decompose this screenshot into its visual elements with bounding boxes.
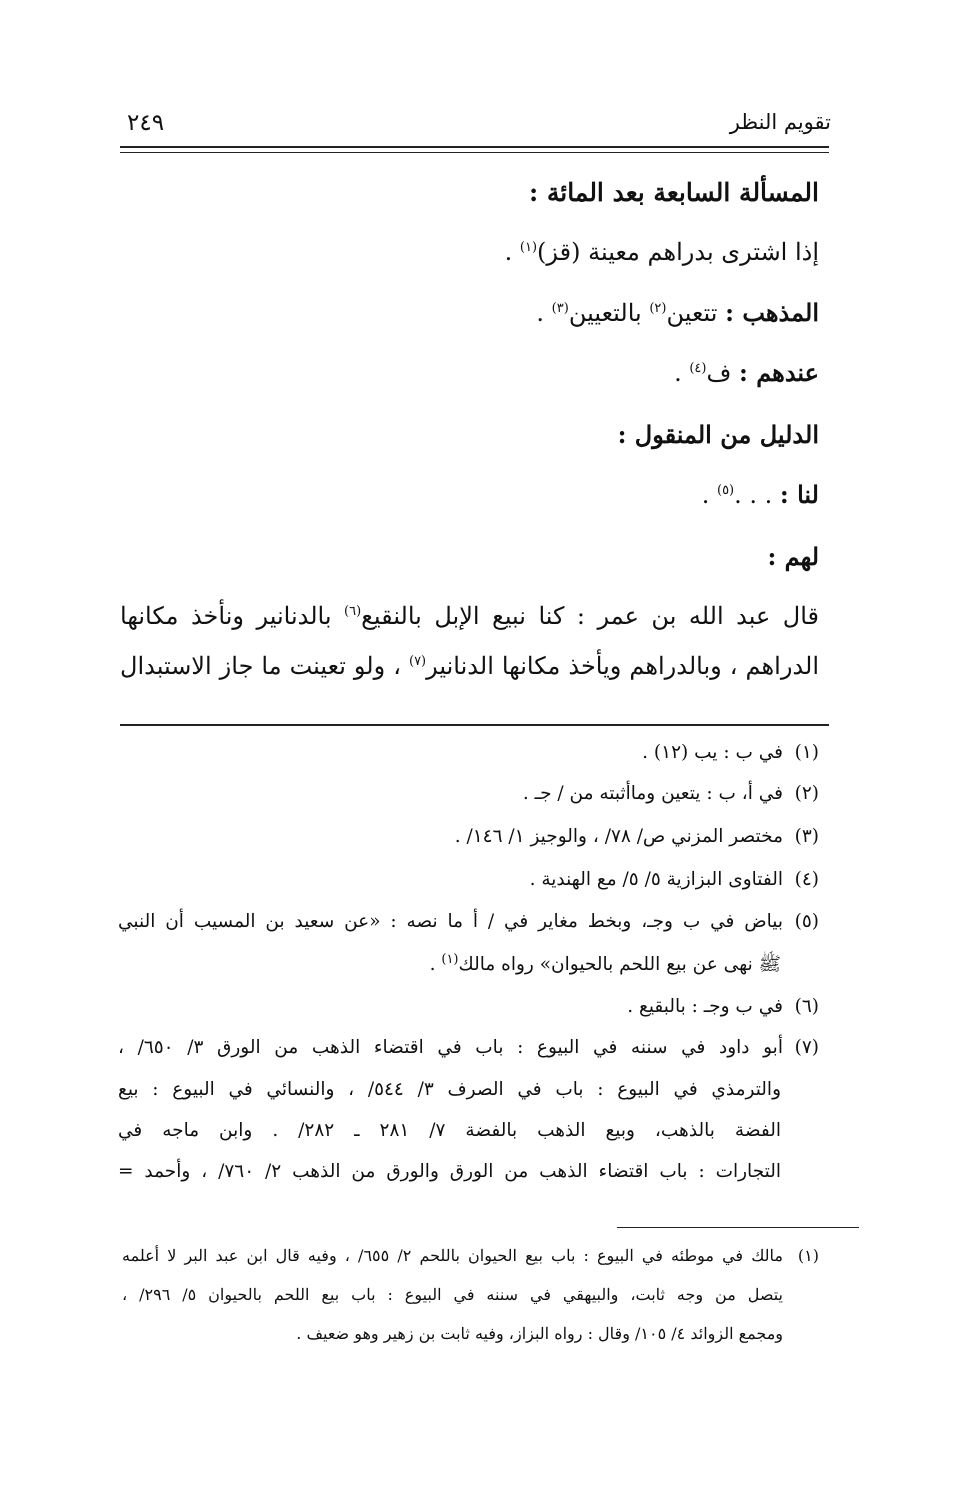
sub-footnote-1 — [122, 1246, 819, 1265]
footnote-text: أبو داود في سننه في البيوع : باب في اقتضاء الذهب من الورق ٣/ ٦٥٠/ ، — [118, 1037, 783, 1058]
footnote-text: بياض في ب وجـ، وبخط مغاير في / أ ما نصه : «عن سعيد بن المسيب أن النبي — [118, 911, 783, 932]
lana-text: . . . — [734, 481, 780, 509]
footnote-ref: (١) — [519, 240, 538, 255]
footnote-7-line-4: التجارات : باب اقتضاء الذهب من الورق والورق من الذهب ٢/ ٧٦٠/ ، وأحمد = — [118, 1161, 781, 1182]
paragraph-text: بالدنانير ونأخذ مكانها — [120, 602, 345, 630]
footnote-ref: (٥) — [716, 483, 735, 498]
footnote-7-line-2: والترمذي في البيوع : باب في الصرف ٣/ ٥٤٤/ ، والنسائي في البيوع : بيع — [118, 1079, 782, 1100]
header-rule-thick — [120, 146, 829, 148]
madhhab-line — [120, 298, 819, 327]
issue-statement-end: . — [504, 238, 520, 266]
lana-line — [120, 480, 819, 509]
footnote-2 — [118, 783, 819, 804]
dalil-heading: الدليل من المنقول : — [617, 420, 819, 449]
indahum-line — [120, 358, 819, 387]
madhhab-text-b: بالتعيين — [568, 299, 650, 327]
paragraph-line-2 — [120, 652, 819, 680]
lana-label: لنا : — [779, 480, 819, 509]
footnote-number: (١) — [797, 1246, 819, 1265]
footnote-number: (١) — [794, 742, 819, 763]
footnote-text: مالك في موطئه في البيوع : باب بيع الحيوان باللحم ٢/ ٦٥٥/ ، وفيه قال ابن عبد البر لا أعلمه — [122, 1246, 783, 1265]
paragraph-text: ، ولو تعينت ما جاز الاستبدال — [120, 652, 409, 680]
footnote-text: ﷺ نهى عن بيع اللحم بالحيوان» رواه مالك — [458, 954, 781, 976]
footnote-4 — [118, 869, 819, 890]
footnote-number: (٣) — [794, 826, 819, 847]
madhhab-end: . — [536, 299, 552, 327]
footnote-number: (٢) — [794, 783, 819, 804]
footnote-ref: (٢) — [649, 301, 667, 316]
sub-footnote-line-2: يتصل من وجه ثابت، والبيهقي في سننه في البيوع : باب بيع اللحم بالحيوان ٥/ ٢٩٦/ ، — [122, 1285, 784, 1304]
footnote-text: مختصر المزني ص/ ٧٨/ ، والوجيز ١/ ١٤٦/ . — [454, 826, 783, 847]
footnote-ref: (٧) — [408, 654, 427, 669]
footnote-7-line-3: الفضة بالذهب، وبيع الذهب بالفضة ٧/ ٢٨١ ـ ٢٨٢/ . وابن ماجه في — [118, 1120, 781, 1141]
paragraph-line-1 — [120, 602, 819, 630]
paragraph-text: الدراهم ، وبالدراهم ويأخذ مكانها الدنانير — [426, 652, 819, 680]
footnote-ref: (٦) — [344, 604, 362, 619]
footnote-ref: (٤) — [689, 361, 707, 376]
issue-statement-text: إذا اشترى بدراهم معينة (قز) — [537, 238, 819, 266]
indahum-end: . — [674, 359, 690, 387]
footnote-number: (٥) — [794, 911, 819, 932]
footnote-text: في أ، ب : يتعين وماأثبته من / جـ . — [522, 783, 783, 804]
footnote-ref: (١) — [441, 952, 459, 967]
madhhab-text-a: تتعين — [666, 299, 726, 327]
header-rule-thin — [120, 152, 829, 153]
footnote-separator — [120, 724, 829, 726]
indahum-text: ف — [706, 359, 739, 387]
paragraph-text: قال عبد الله بن عمر : كنا نبيع الإبل بالنقيع — [361, 602, 820, 630]
footnote-1 — [118, 742, 819, 763]
footnote-number: (٧) — [794, 1037, 819, 1058]
footnote-5-continuation — [118, 952, 781, 980]
footnote-text: الفتاوى البزازية ٥/ ٥/ مع الهندية . — [529, 869, 783, 890]
footnote-7 — [118, 1037, 819, 1058]
lana-end: . — [701, 481, 717, 509]
footnote-text: في ب : يب (١٢) . — [642, 742, 783, 763]
footnote-ref: (٣) — [551, 301, 569, 316]
issue-statement — [120, 238, 819, 266]
indahum-label: عندهم : — [738, 358, 819, 387]
sub-footnote-separator — [617, 1227, 859, 1228]
footnote-number: (٦) — [794, 996, 819, 1017]
footnote-6 — [118, 996, 819, 1017]
footnote-5 — [118, 911, 819, 932]
lahum-label: لهم : — [767, 542, 819, 571]
footnote-3 — [118, 826, 819, 847]
page-number: ٢٤٩ — [127, 110, 165, 136]
madhhab-label: المذهب : — [725, 298, 819, 327]
sub-footnote-line-3: ومجمع الزوائد ٤/ ١٠٥/ وقال : رواه البزاز، وفيه ثابت بن زهير وهو ضعيف . — [296, 1324, 783, 1343]
issue-heading: المسألة السابعة بعد المائة : — [528, 178, 819, 207]
footnote-text: في ب وجـ : بالبقيع . — [627, 996, 783, 1017]
footnote-text: . — [429, 954, 442, 976]
running-header-title: تقويم النظر — [729, 110, 831, 134]
footnote-number: (٤) — [794, 869, 819, 890]
